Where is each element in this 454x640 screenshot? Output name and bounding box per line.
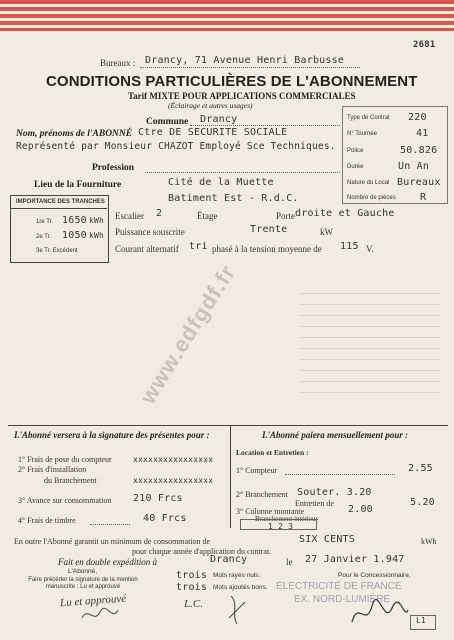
watermark: www.edfgdf.fr [135, 260, 241, 409]
minimum-value: SIX CENTS [299, 534, 355, 545]
monthly-item-label: 2° Branchement [236, 490, 288, 499]
porte-value: droite et Gauche [295, 208, 395, 219]
profession-label: Profession [92, 163, 135, 173]
left-payments-heading: L'Abonné versera à la signature des présentes pour : [14, 430, 210, 440]
colonne-box [240, 519, 317, 530]
represente-value: Représenté par Monsieur CHAZOT Employé Sce Techniques. [16, 141, 336, 152]
puissance-label: Puissance souscrite [115, 227, 185, 237]
mots-rayes-label: Mots rayés nuls. [213, 572, 261, 579]
etage-label: Étage [197, 211, 218, 221]
tranche-2-label: 2e Tr. [36, 234, 52, 240]
bureaux-label: Bureaux : [100, 58, 136, 68]
fait-label: Fait en double expédition à [58, 557, 157, 567]
section-divider [8, 425, 448, 426]
handwritten-lu-approuve: Lu et approuvé [59, 592, 127, 610]
stamp-line-2: EX. NORD-LUMIÈRE [294, 594, 391, 605]
stamp-line-1: ÉLECTRICITÉ DE FRANCE [276, 581, 402, 592]
fait-lieu: Drancy [210, 554, 248, 565]
right-payments-heading: L'Abonné paiera mensuellement pour : [262, 430, 409, 440]
payment-item-label: 1° Frais de pose du compteur [18, 455, 112, 464]
courant-label: Courant alternatif [115, 244, 179, 254]
red-stripe [0, 0, 454, 4]
escalier-value: 2 [156, 208, 163, 219]
corner-mark: L1 [416, 616, 427, 625]
type-contrat-value: 220 [408, 112, 427, 123]
mots-rayes-value: trois [176, 570, 208, 581]
tranche-2-unit: kWh [89, 231, 105, 240]
bureaux-value: Drancy, 71 Avenue Henri Barbusse [145, 55, 345, 66]
dotted-line [190, 125, 340, 126]
divider [10, 208, 107, 209]
tranches-title: IMPORTANCE DES TRANCHES [16, 199, 105, 205]
dotted-line [90, 524, 130, 525]
payment-item-value: 210 Frcs [133, 493, 183, 504]
pieces-value: R [420, 192, 427, 203]
monthly-item-label: Entretien de [295, 499, 334, 508]
lieu-label: Lieu de la Fourniture [34, 180, 122, 190]
minimum-text: En outre l'Abonné garantit un minimum de consommation de [14, 537, 211, 546]
red-stripe [0, 21, 454, 25]
minimum-unit: kWh [421, 537, 437, 546]
duree-label: Durée [347, 164, 364, 170]
payment-item-value: xxxxxxxxxxxxxxxx [133, 455, 214, 464]
red-stripe [0, 7, 454, 11]
payment-item-label: 4° Frais de timbre [18, 516, 76, 525]
tranche-1-label: 1re Tr. [36, 219, 54, 225]
payment-item-label: du Branchement [44, 476, 97, 485]
courant-value: tri [189, 241, 208, 252]
tension-value: 115 [340, 241, 359, 252]
courant-suffix: phasé à la tension moyenne de [212, 244, 322, 254]
mots-ajoutes-label: Mots ajoutés bons. [213, 584, 268, 591]
location-entretien-label: Location et Entretien : [236, 448, 309, 457]
tournee-label: N° Tournée [347, 131, 377, 137]
pieces-label: Nombre de pièces [347, 195, 396, 201]
show-through-text [300, 285, 440, 415]
lieu-value: Cité de la Muette [168, 177, 274, 188]
mots-ajoutes-value: trois [176, 582, 208, 593]
dotted-line [285, 474, 395, 475]
le-label: le [286, 557, 293, 567]
document-title: CONDITIONS PARTICULIÈRES DE L'ABONNEMENT [46, 73, 418, 90]
puissance-unit: kW [320, 227, 333, 237]
concessionnaire-label: Pour le Concessionnaire, [338, 572, 411, 579]
minimum-text2: pour chaque année d'application du contrat. [132, 547, 272, 556]
escalier-label: Escalier [115, 211, 144, 221]
tranche-1-unit: kWh [89, 216, 105, 225]
abonne-note: Faire précéder la signature de la mention manuscrite : Lu et approuvé [28, 577, 138, 590]
form-number: 2681 [413, 40, 436, 50]
nature-value: Bureaux [397, 177, 441, 188]
colonne-digits: 1 2 3 [268, 522, 294, 531]
payment-item-value: 40 Frcs [143, 513, 187, 524]
batiment-value: Batiment Est - R.d.C. [168, 193, 299, 204]
payment-item-label: 3° Avance sur consommation [18, 496, 112, 505]
police-value: 50.826 [400, 145, 438, 156]
dotted-line [140, 67, 360, 68]
document-subtitle2: (Éclairage et autres usages) [168, 101, 253, 110]
handwritten-initials: L.C. [184, 598, 203, 610]
type-contrat-label: Type de Contrat [347, 115, 390, 121]
commune-label: Commune [146, 117, 189, 127]
date-value: 27 Janvier 1.947 [305, 554, 405, 565]
monthly-item-label: 3° Colonne montante [236, 507, 305, 516]
tranche-1-value: 1650 [62, 215, 87, 226]
monthly-item-value: Souter. 3.20 [297, 487, 372, 498]
payment-item-value: xxxxxxxxxxxxxxxx [133, 476, 214, 485]
tension-unit: V. [366, 244, 374, 254]
signature-scribble [80, 604, 120, 626]
tranche-2-value: 1050 [62, 230, 87, 241]
puissance-value: Trente [250, 224, 288, 235]
monthly-item-label: Branchement intérieur [255, 515, 318, 523]
porte-label: Porte [276, 211, 295, 221]
monthly-item-value: 2.00 [348, 504, 373, 515]
payment-item-label: 2° Frais d'installation [18, 465, 87, 474]
section-vertical-divider [230, 425, 231, 528]
red-stripe [0, 28, 454, 31]
document-subtitle: Tarif MIXTE POUR APPLICATIONS COMMERCIALES [128, 91, 356, 101]
signature-mark [225, 594, 255, 630]
abonne-label: L'Abonné, [68, 568, 98, 575]
tranche-3-label: 3e Tr. Excédent [36, 248, 78, 254]
police-label: Police [347, 148, 364, 154]
concessionnaire-signature [348, 596, 410, 632]
tournee-value: 41 [416, 128, 429, 139]
monthly-item-value: 2.55 [408, 463, 433, 474]
nature-label: Nature du Local [347, 180, 390, 186]
nom-value: Ctre DE SECURITE SOCIALE [138, 127, 288, 138]
dotted-line [145, 172, 340, 173]
commune-value: Drancy [200, 114, 238, 125]
monthly-total: 5.20 [410, 497, 435, 508]
nom-label: Nom, prénoms de l'ABONNÉ [16, 129, 133, 139]
monthly-item-label: 1° Compteur [236, 466, 278, 475]
duree-value: Un An [398, 161, 430, 172]
red-stripe [0, 14, 454, 18]
